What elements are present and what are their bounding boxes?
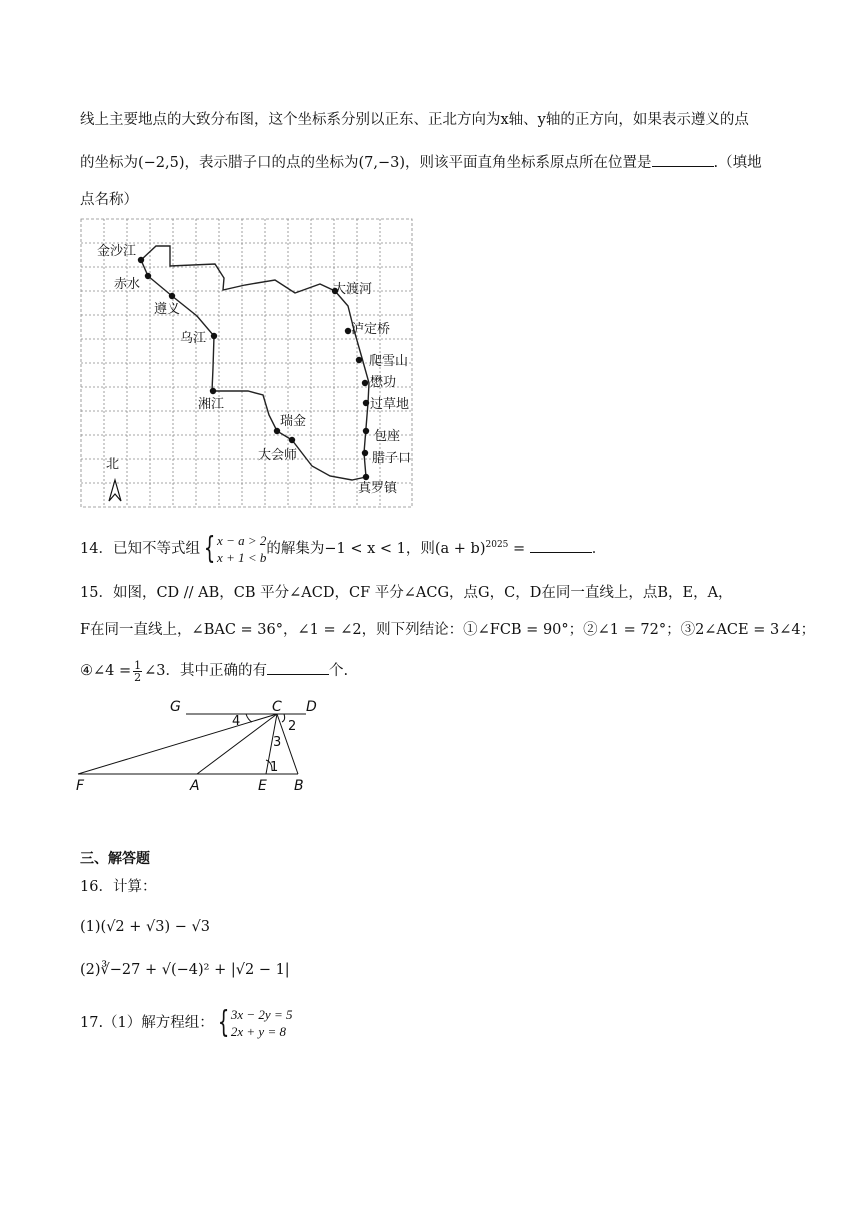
label-dahuishi: 大会师 <box>258 448 298 463</box>
label-maogong: 懋功 <box>370 375 397 390</box>
label-E: E <box>258 778 267 794</box>
label-zhenluozhen: 真罗镇 <box>358 481 398 496</box>
angle-1-label: 1 <box>270 760 279 775</box>
label-A: A <box>190 778 200 794</box>
frac-num: 1 <box>134 658 142 672</box>
label-xiangjiang: 湘江 <box>198 397 225 412</box>
q13-line2 <box>80 152 762 173</box>
system-brace-icon: { <box>203 530 216 566</box>
label-B: B <box>294 778 304 794</box>
q15-question: ∠3．其中正确的有 <box>144 663 268 679</box>
q13-line2-tail: .（填地 <box>713 155 762 171</box>
label-chishui: 赤水 <box>114 277 141 292</box>
q17 <box>80 1005 292 1041</box>
q14-system <box>217 532 266 566</box>
angle-2-label: 2 <box>288 719 297 734</box>
q17-prefix: 17.（1）解方程组： <box>80 1015 214 1031</box>
q15-fraction <box>133 660 142 683</box>
frac-den: 2 <box>134 670 142 684</box>
q17-eq2: 2x + y = 8 <box>230 1024 286 1039</box>
label-jinshajiang: 金沙江 <box>97 244 137 259</box>
label-ludingqiao: 泸定桥 <box>351 322 391 337</box>
label-C: C <box>272 699 282 715</box>
label-lazikou: 腊子口 <box>372 451 412 466</box>
q14-answer-blank <box>530 538 592 553</box>
q15-line3 <box>80 658 348 684</box>
q13-line2-text: 的坐标为(−2,5)，表示腊子口的点的坐标为(7,−3)，则该平面直角坐标系原点所在位置是 <box>80 155 652 171</box>
label-wujiang: 乌江 <box>180 331 207 346</box>
q14-eq2: x + 1 < b <box>217 549 267 565</box>
label-D: D <box>306 699 317 715</box>
map-grid <box>81 219 412 507</box>
label-daduhe: 大渡河 <box>333 282 373 297</box>
label-baozuo: 包座 <box>374 429 401 444</box>
label-G: G <box>170 699 181 715</box>
q15-line1: 15．如图，CD // AB，CB 平分∠ACD，CF 平分∠ACG，点G，C，D在同一直线上，点B，E，A， <box>80 585 733 601</box>
label-paxueshan: 爬雪山 <box>369 354 409 369</box>
q13-answer-blank <box>652 152 714 167</box>
q15-line2: F在同一直线上，∠BAC = 36°，∠1 = ∠2，则下列结论：①∠FCB = 90°；②∠1 = 72°；③2∠ACE = 3∠4； <box>80 622 816 638</box>
q14: 14．已知不等式组 { x − a > 2 x + 1 < b 的解集为−1 < x < 1，则$(a + b)^{2025}$ = ． <box>80 530 607 566</box>
q16-part1: (1)(√2 + √3) − √3 <box>80 919 210 935</box>
label-ruijin: 瑞金 <box>280 414 307 429</box>
q13-line3: 点名称） <box>80 192 138 208</box>
q17-eq1: 3x − 2y = 5 <box>230 1007 293 1022</box>
q15-unit: 个. <box>329 663 349 679</box>
geometry-figure <box>70 692 350 800</box>
section-3-title: 三、解答题 <box>80 851 150 867</box>
north-arrow-icon <box>106 457 121 501</box>
label-guocaodi: 过草地 <box>370 397 410 412</box>
q14-suffix: = <box>508 540 530 557</box>
q15-answer-blank <box>267 660 329 675</box>
q14-mid: 的解集为−1 < x < 1，则(a + b) <box>266 540 486 557</box>
q14-prefix: 14．已知不等式组 <box>80 540 200 557</box>
q13-line1: 线上主要地点的大致分布图，这个坐标系分别以正东、正北方向为x轴、y轴的正方向，如果表示遵义的点 <box>80 112 749 128</box>
angle-3-label: 3 <box>273 735 282 750</box>
q14-eq1: x − a > 2 <box>217 532 267 548</box>
angle-4-label: 4 <box>232 714 241 729</box>
north-label: 北 <box>106 457 120 472</box>
label-zunyi: 遵义 <box>154 302 181 317</box>
q16-part2: (2)∛−27 + √(−4)² + |√2 − 1| <box>80 962 290 978</box>
q17-brace-icon: { <box>217 1005 230 1040</box>
long-march-map <box>80 218 414 510</box>
q17-system <box>231 1006 293 1040</box>
q16-title: 16．计算： <box>80 879 157 895</box>
label-F: F <box>76 778 85 794</box>
q14-exponent: 2025 <box>485 540 509 550</box>
q15-item4: ④∠4 = <box>80 663 132 679</box>
